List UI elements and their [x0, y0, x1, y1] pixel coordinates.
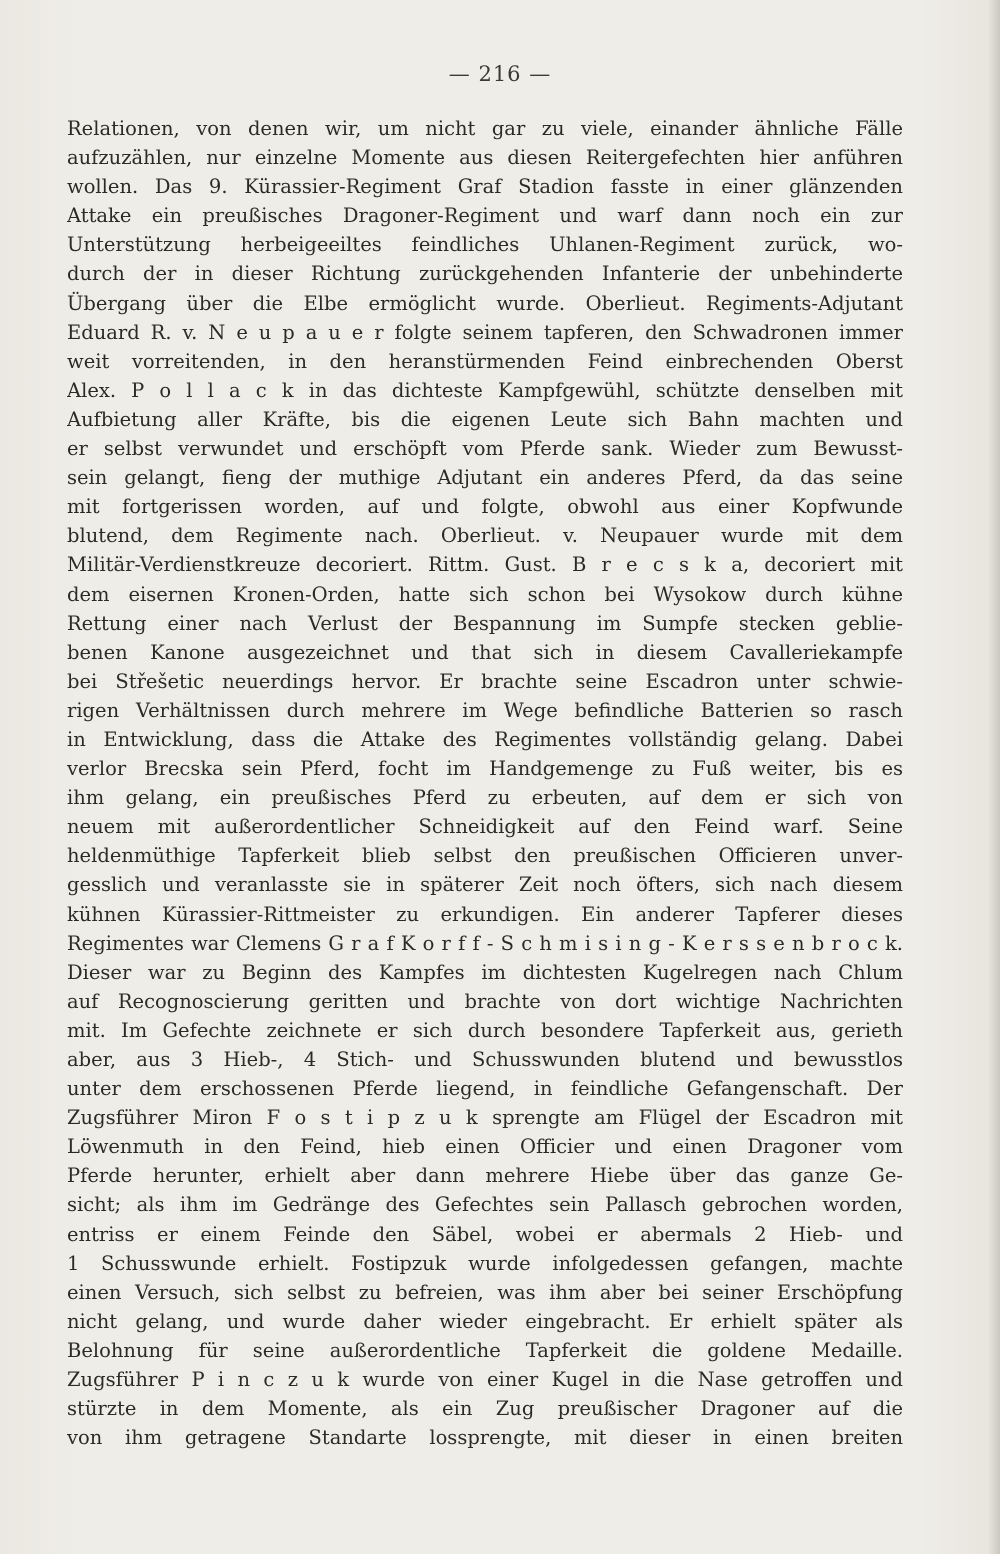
text-line: nicht gelang, und wurde daher wieder eingebracht. Er erhielt später als — [67, 1309, 903, 1333]
text-line: stürzte in dem Momente, als ein Zug preußischer Dragoner auf die — [67, 1397, 903, 1421]
text-line: Zugsführer Miron F o s t i p z u k sprengte am Flügel der Escadron mit — [67, 1106, 903, 1130]
text-line: in Entwicklung, dass die Attake des Regimentes vollständig gelang. Dabei — [67, 727, 903, 751]
text-line: auf Recognoscierung geritten und brachte von dort wichtige Nachrichten — [67, 989, 903, 1013]
text-line: mit fortgerissen worden, auf und folgte, obwohl aus einer Kopfwunde — [67, 495, 903, 519]
text-line: Rettung einer nach Verlust der Bespannung im Sumpfe stecken geblie- — [67, 611, 903, 635]
text-line: wollen. Das 9. Kürassier-Regiment Graf Stadion fasste in einer glänzenden — [67, 175, 903, 199]
text-line: heldenmüthige Tapferkeit blieb selbst den preußischen Officieren unver- — [67, 844, 903, 868]
text-line: Regimentes war Clemens G r a f K o r f f - S c h m i s i n g - K e r s s e n b r o c k. — [67, 931, 903, 955]
text-line: sein gelangt, fieng der muthige Adjutant ein anderes Pferd, da das seine — [67, 466, 903, 490]
body-text — [67, 114, 903, 1452]
text-line: dem eisernen Kronen-Orden, hatte sich schon bei Wysokow durch kühne — [67, 582, 903, 606]
text-line: Zugsführer P i n c z u k wurde von einer Kugel in die Nase getroffen und — [67, 1368, 903, 1392]
text-line: kühnen Kürassier-Rittmeister zu erkundigen. Ein anderer Tapferer dieses — [67, 902, 903, 926]
text-line: Militär-Verdienstkreuze decoriert. Rittm. Gust. B r e c s k a, decoriert mit — [67, 553, 903, 577]
text-line: einen Versuch, sich selbst zu befreien, was ihm aber bei seiner Erschöpfung — [67, 1280, 903, 1304]
text-line: aber, aus 3 Hieb-, 4 Stich- und Schusswunden blutend und bewusstlos — [67, 1048, 903, 1071]
text-line: entriss er einem Feinde den Säbel, wobei er abermals 2 Hieb- und — [67, 1222, 903, 1246]
text-line: Belohnung für seine außerordentliche Tapferkeit die goldene Medaille. — [67, 1338, 903, 1362]
text-line: Alex. P o l l a c k in das dichteste Kampfgewühl, schützte denselben mit — [67, 378, 903, 402]
text-line: rigen Verhältnissen durch mehrere im Wege befindliche Batterien so rasch — [67, 698, 903, 722]
text-line: benen Kanone ausgezeichnet und that sich in diesem Cavalleriekampfe — [67, 640, 903, 664]
text-line: Aufbietung aller Kräfte, bis die eigenen Leute sich Bahn machten und — [67, 407, 903, 431]
text-line: 1 Schusswunde erhielt. Fostipzuk wurde infolgedessen gefangen, machte — [67, 1251, 903, 1275]
text-line: Übergang über die Elbe ermöglicht wurde. Oberlieut. Regiments-Adjutant — [67, 291, 903, 315]
text-line: Unterstützung herbeigeeiltes feindliches Uhlanen-Regiment zurück, wo- — [67, 233, 903, 257]
text-line: weit vorreitenden, in den heranstürmenden Feind einbrechenden Oberst — [67, 349, 903, 373]
text-line: verlor Brecska sein Pferd, focht im Handgemenge zu Fuß weiter, bis es — [67, 757, 903, 781]
text-line: unter dem erschossenen Pferde liegend, in feindliche Gefangenschaft. Der — [67, 1077, 903, 1101]
text-line: aufzuzählen, nur einzelne Momente aus diesen Reitergefechten hier anführen — [67, 146, 903, 170]
text-line: Attake ein preußisches Dragoner-Regiment und warf dann noch ein zur — [67, 204, 903, 228]
text-line: Dieser war zu Beginn des Kampfes im dichtesten Kugelregen nach Chlum — [67, 960, 903, 984]
text-line: sicht; als ihm im Gedränge des Gefechtes sein Pallasch gebrochen worden, — [67, 1193, 903, 1217]
text-line: von ihm getragene Standarte lossprengte, mit dieser in einen breiten — [67, 1426, 903, 1450]
page-number: — 216 — — [448, 62, 552, 86]
text-line: mit. Im Gefechte zeichnete er sich durch besondere Tapferkeit aus, gerieth — [67, 1018, 903, 1042]
text-line: ihm gelang, ein preußisches Pferd zu erbeuten, auf dem er sich von — [67, 786, 903, 810]
text-line: Pferde herunter, erhielt aber dann mehrere Hiebe über das ganze Ge- — [67, 1164, 903, 1188]
text-line: Löwenmuth in den Feind, hieb einen Officier und einen Dragoner vom — [67, 1135, 903, 1159]
text-line: Relationen, von denen wir, um nicht gar zu viele, einander ähnliche Fälle — [67, 117, 903, 140]
text-line: durch der in dieser Richtung zurückgehenden Infanterie der unbehinderte — [67, 262, 903, 286]
page-edge-shadow — [988, 0, 1000, 1554]
text-line: er selbst verwundet und erschöpft vom Pferde sank. Wieder zum Bewusst- — [67, 437, 903, 461]
text-line: bei Střešetic neuerdings hervor. Er brachte seine Escadron unter schwie- — [67, 669, 903, 693]
text-line: neuem mit außerordentlicher Schneidigkeit auf den Feind warf. Seine — [67, 815, 903, 839]
text-line: gesslich und veranlasste sie in späterer Zeit noch öfters, sich nach diesem — [67, 873, 903, 897]
text-line: blutend, dem Regimente nach. Oberlieut. v. Neupauer wurde mit dem — [67, 524, 903, 548]
text-line: Eduard R. v. N e u p a u e r folgte seinem tapferen, den Schwadronen immer — [67, 320, 903, 344]
